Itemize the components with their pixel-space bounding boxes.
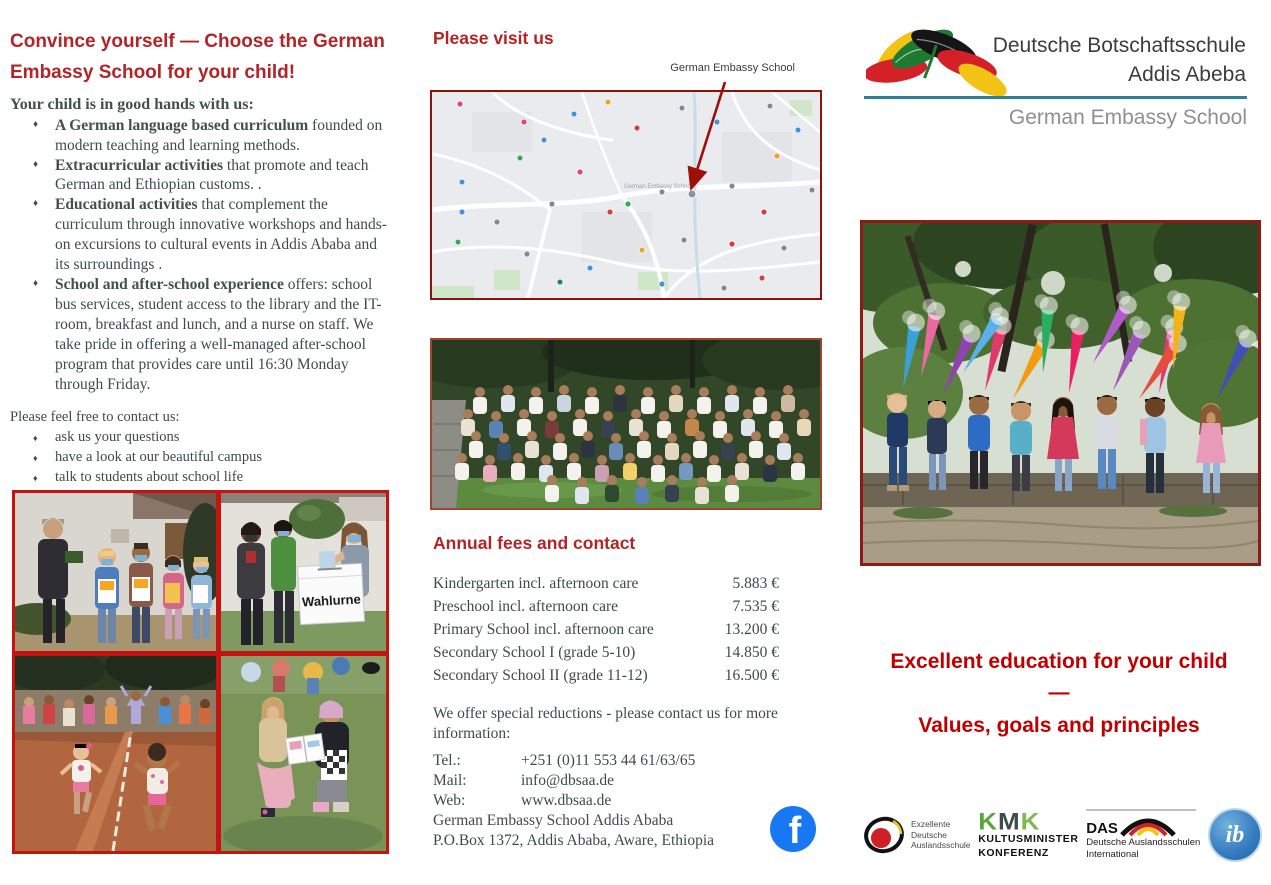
- list-item: ♦ talk to students about school life: [10, 468, 392, 488]
- table-row: [433, 618, 779, 641]
- contact-block: [433, 751, 785, 851]
- photo-school-cones: [860, 220, 1261, 566]
- phone-number: +251 (0)11 553 44 61/63/65: [521, 752, 696, 769]
- page-title: Convince yourself — Choose the German Embassy School for your child!: [10, 31, 385, 83]
- ib-logo-icon: ib: [1208, 808, 1262, 862]
- map-graphic: [432, 92, 820, 298]
- photo-ballot-scene: [221, 493, 386, 651]
- table-row: [433, 664, 779, 687]
- left-column: [10, 0, 392, 610]
- fee-label: Kindergarten incl. afternoon care: [433, 575, 639, 592]
- fees-heading: Annual fees and contact: [433, 533, 636, 553]
- badge-exzellente-deutsche-auslandsschule: Exzellente Deutsche Auslandsschule: [862, 812, 971, 858]
- address-line: German Embassy School Addis Ababa: [433, 812, 674, 829]
- photo-race-scene: [15, 656, 216, 851]
- fee-label: Secondary School I (grade 5-10): [433, 644, 636, 661]
- fee-value: 13.200 €: [724, 621, 779, 638]
- fee-value: 7.535 €: [732, 598, 779, 615]
- list-item: ♦ A German language based curriculum founded on modern teaching and learning methods.: [10, 116, 392, 156]
- map-callout-label: German Embassy School: [670, 62, 795, 74]
- photo-girls-reading: [221, 656, 386, 851]
- photo-award-ceremony: [15, 493, 216, 651]
- school-name-german: Deutsche Botschaftsschule Addis Abeba: [992, 34, 1246, 86]
- photo-children-race: [15, 656, 216, 851]
- table-row: [433, 595, 779, 618]
- contact-lead: Please feel free to contact us:: [10, 409, 180, 426]
- list-item: ♦ ask us your questions: [10, 428, 392, 448]
- benefits-list: [10, 116, 392, 396]
- tagline-dash: —: [1048, 681, 1070, 704]
- kmk-logo-icon: KMK: [978, 806, 1041, 835]
- das-arc-icon: [1120, 815, 1176, 837]
- exzellente-logo-icon: [862, 812, 906, 858]
- table-row: [433, 641, 779, 664]
- contact-invite-list: [10, 428, 392, 487]
- das-title: DAS: [1086, 819, 1118, 837]
- ballot-box-label: Wahlurne: [301, 591, 362, 610]
- list-item: ♦ have a look at our beautiful campus: [10, 448, 392, 468]
- list-item: ♦ Educational activities that complement the curriculum through innovative workshops and hands-on excursions to cultural events in Addis Ababa and its surroundings .: [10, 195, 392, 275]
- fee-label: Secondary School II (grade 11-12): [433, 667, 648, 684]
- map-pin-label: German Embassy School: [623, 184, 693, 190]
- map: [430, 90, 822, 300]
- email-link[interactable]: info@dbsaa.de: [521, 772, 615, 789]
- contact-label: Mail:: [433, 772, 467, 789]
- facebook-icon[interactable]: f: [770, 806, 816, 852]
- contact-label: Web:: [433, 792, 466, 809]
- photo-reading-scene: [221, 656, 386, 851]
- badge-das: DAS Deutsche Auslandsschulen International: [1086, 809, 1200, 862]
- fee-value: 5.883 €: [732, 575, 779, 592]
- map-area: [430, 60, 822, 300]
- list-item: ♦ Extracurricular activities that promote and teach German and Ethiopian customs. .: [10, 156, 392, 196]
- fee-value: 16.500 €: [724, 667, 779, 684]
- fee-value: 14.850 €: [724, 644, 779, 661]
- photo-school-community: [430, 338, 822, 510]
- tagline: [860, 650, 1258, 738]
- contact-row: [433, 791, 785, 811]
- das-divider: [1086, 809, 1196, 811]
- fee-label: Preschool incl. afternoon care: [433, 598, 619, 615]
- visit-heading: Please visit us: [433, 28, 554, 48]
- badge-kmk: KMK KULTUSMINISTER KONFERENZ: [978, 806, 1079, 859]
- photo-group-scene: [432, 340, 820, 508]
- contact-row: [433, 751, 785, 771]
- contact-label: Tel.:: [433, 752, 461, 769]
- fees-table: [433, 572, 779, 687]
- photo-award-scene: [15, 493, 216, 651]
- contact-row: [433, 771, 785, 791]
- reductions-note: We offer special reductions - please contact us for more information:: [433, 705, 778, 742]
- photo-grid: [12, 490, 389, 854]
- website-link[interactable]: www.dbsaa.de: [521, 792, 612, 809]
- fee-label: Primary School incl. afternoon care: [433, 621, 654, 638]
- list-item: ♦ School and after-school experience offers: school bus services, student access to the library and the IT-room, breakfast and lunch, and a nurse on staff. We take pride in offering a well-managed after-school program that provides care until 16:30 Monday through Friday.: [10, 275, 392, 395]
- tagline-line2: Values, goals and principles: [918, 714, 1200, 737]
- lead-line: Your child is in good hands with us:: [10, 95, 254, 113]
- photo-cones-scene: [863, 223, 1258, 563]
- school-name-english: German Embassy School: [1008, 106, 1247, 129]
- tagline-line1: Excellent education for your child: [890, 650, 1228, 673]
- table-row: [433, 572, 779, 595]
- photo-ballot-box: [221, 493, 386, 651]
- accreditation-badges: [862, 798, 1262, 872]
- logo-divider: [864, 96, 1247, 99]
- address-line: P.O.Box 1372, Addis Ababa, Aware, Ethiopia: [433, 832, 715, 849]
